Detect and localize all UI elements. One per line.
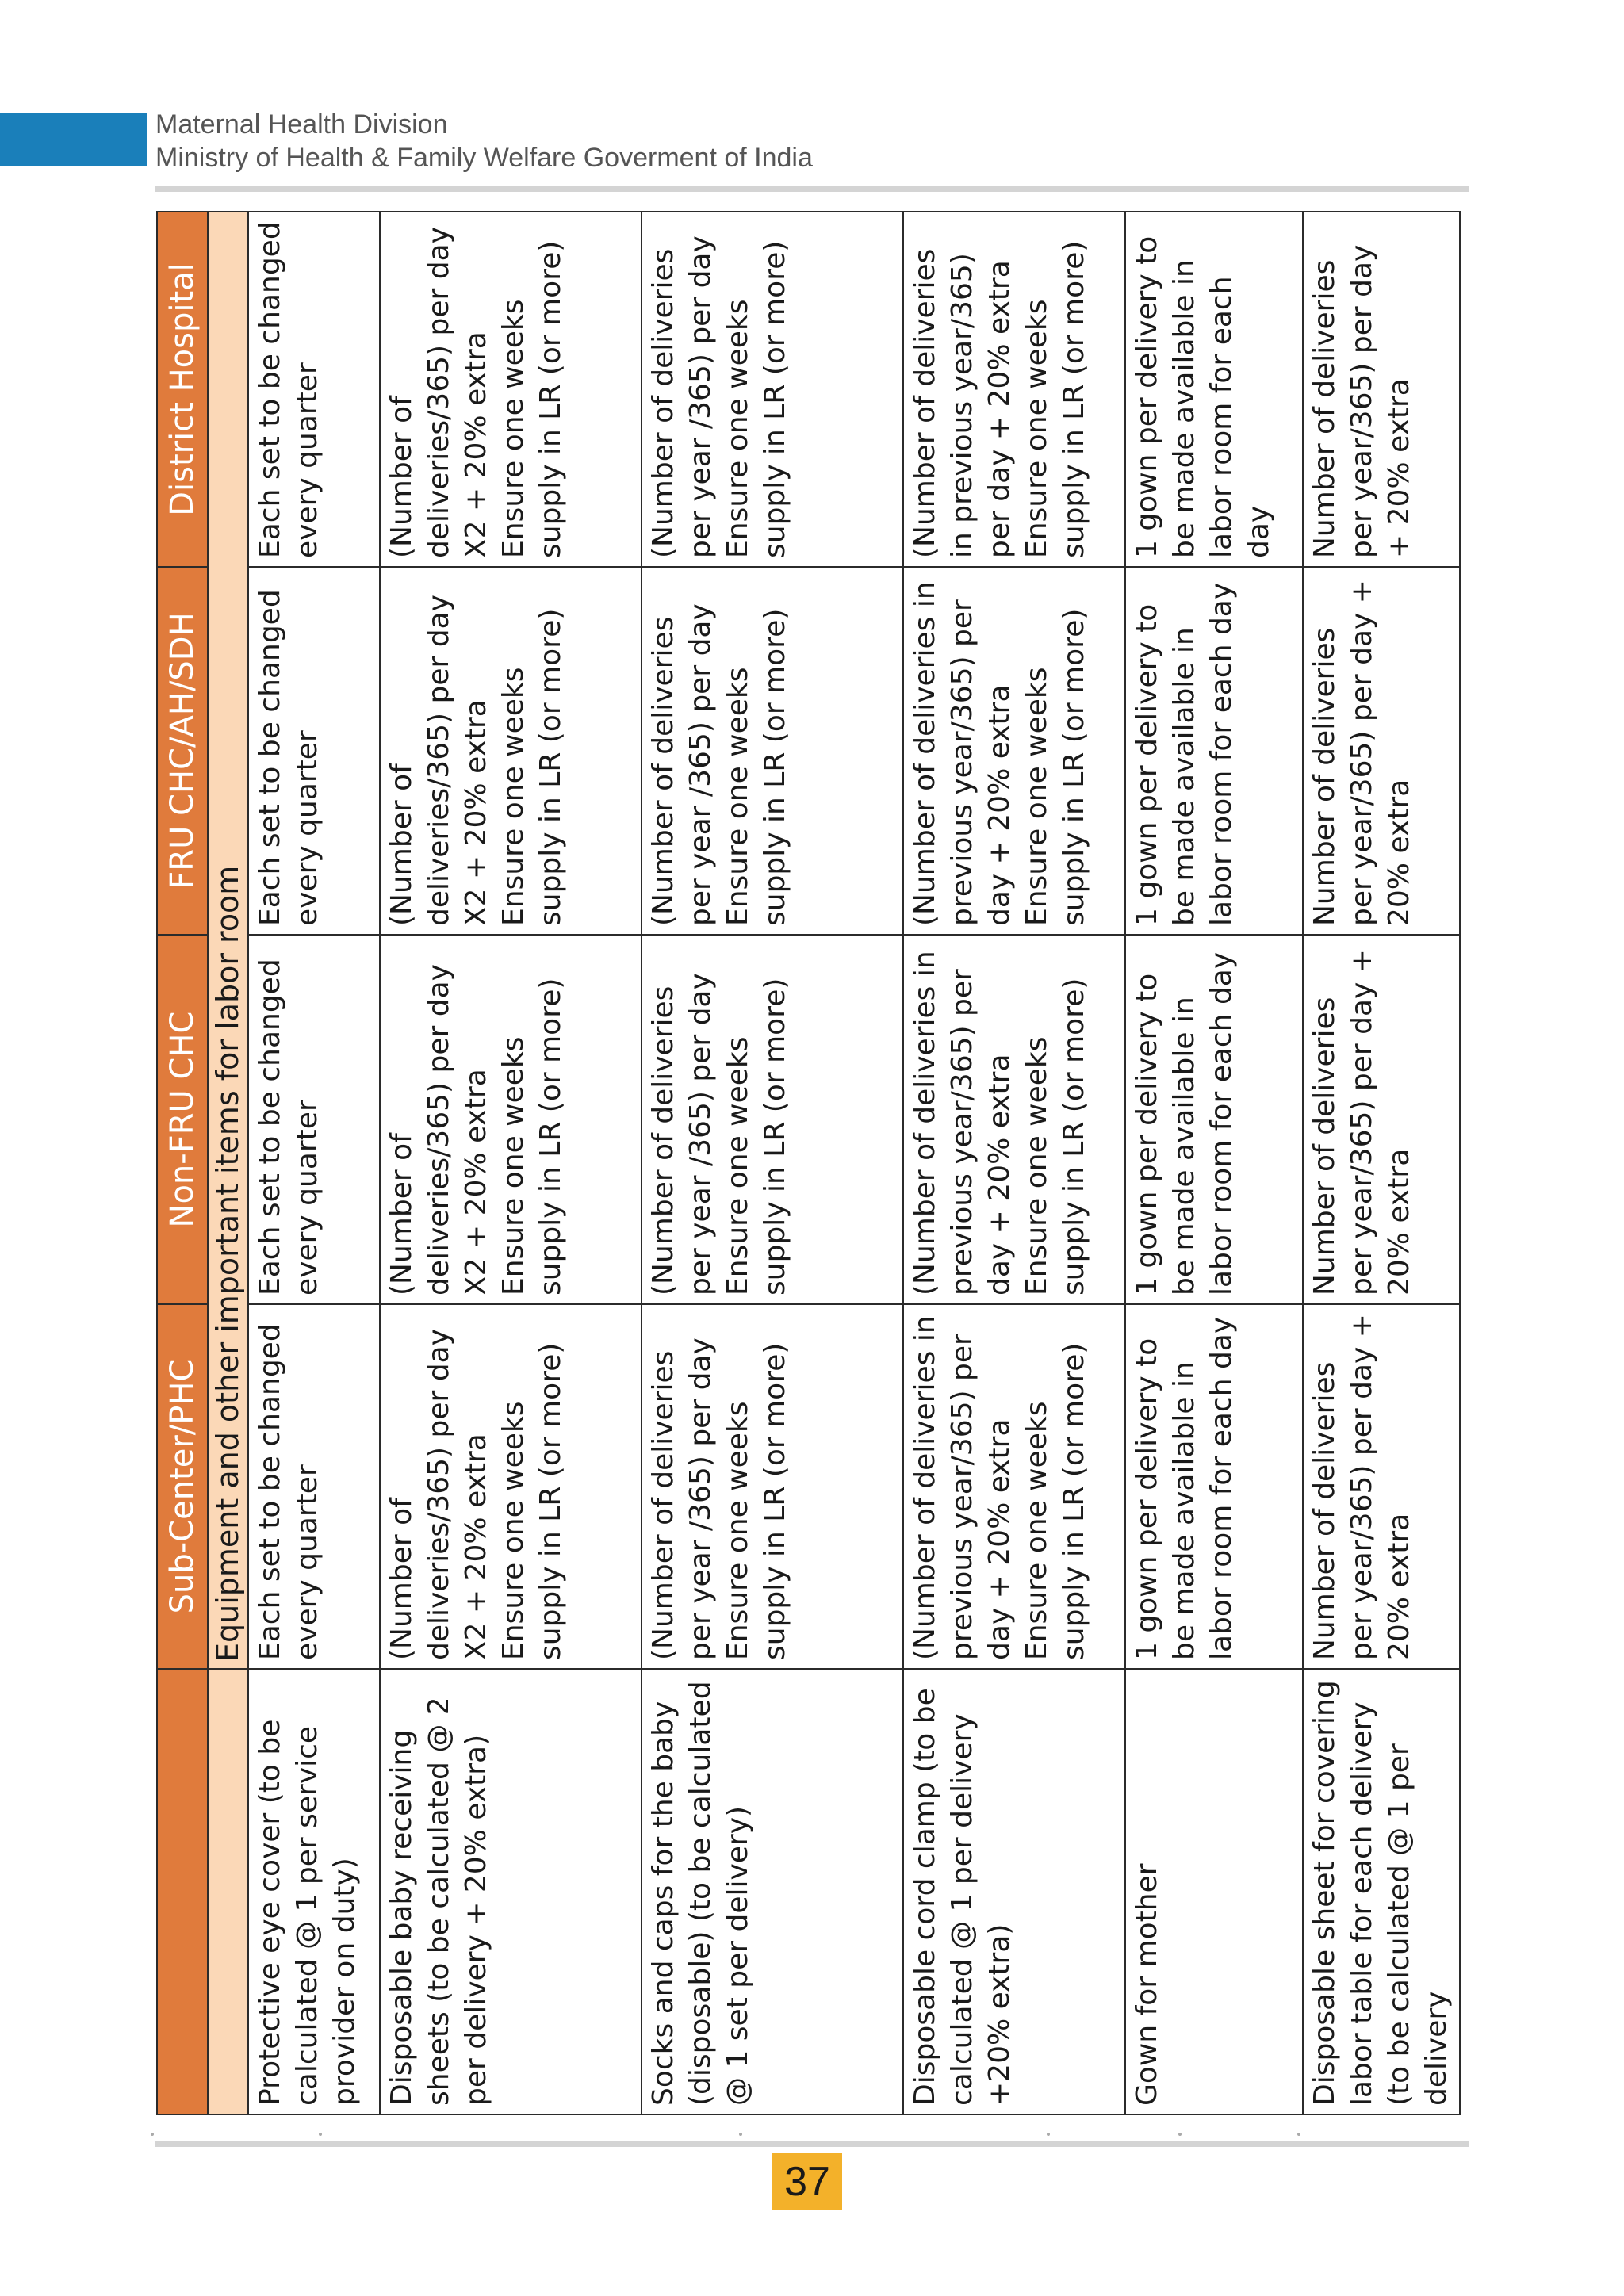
dh-cell <box>642 212 903 567</box>
section-title: Equipment and other important items for labor room <box>208 212 248 1669</box>
cell-text: (Number of deliveries per year /365) per day <box>647 235 718 558</box>
column-header-item <box>157 1669 208 2114</box>
dh-cell <box>1125 212 1303 567</box>
cell-text: Number of deliveries per year/365) per day + 20% extra <box>1308 244 1415 558</box>
dh-cell <box>380 212 642 567</box>
footer-dot <box>1297 2133 1300 2136</box>
column-header-sc-phc: Sub-Center/PHC <box>157 1304 208 1669</box>
cell-text: Ensure one weeks supply in LR (or more) <box>1020 608 1090 926</box>
non-fru-cell <box>903 935 1125 1304</box>
column-header-district-hospital: District Hospital <box>157 212 208 567</box>
item-cell <box>248 1669 380 2114</box>
cell-text: (Number of deliveries/365) per day X2 + 20% extra <box>385 964 492 1295</box>
sc-phc-cell <box>1125 1304 1303 1669</box>
dh-cell <box>903 212 1125 567</box>
section-spacer <box>208 1669 248 2114</box>
cell-text: Ensure one weeks supply in LR (or more) <box>1020 978 1090 1295</box>
cell-text: (Number of deliveries per year /365) per day <box>647 603 718 926</box>
column-header-fru-chc: FRU CHC/AH/SDH <box>157 567 208 935</box>
cell-text: (Number of deliveries in previous year/365) per day + 20% extra <box>909 951 1016 1295</box>
cell-text: Ensure one weeks supply in LR (or more) <box>1020 1342 1090 1660</box>
item-text: Socks and caps for the baby (disposable) (to be calculated @ 1 set per delivery) <box>647 1681 754 2106</box>
cell-text: (Number of deliveries in previous year/365) per day + 20% extra <box>909 581 1016 926</box>
labor-room-items-table <box>156 211 1461 2115</box>
cell-text: Ensure one weeks supply in LR (or more) <box>1020 240 1090 558</box>
sc-phc-cell <box>1303 1304 1459 1669</box>
footer-dot <box>151 2133 154 2136</box>
cell-text: Each set to be changed every quarter <box>254 589 324 926</box>
item-cell <box>380 1669 642 2114</box>
sc-phc-cell <box>380 1304 642 1669</box>
item-text: Disposable cord clamp (to be calculated @ 1 per delivery +20% extra) <box>909 1688 1016 2106</box>
page-number: 37 <box>772 2153 842 2210</box>
cell-text: Each set to be changed every quarter <box>254 1323 324 1660</box>
cell-text: Each set to be changed every quarter <box>254 221 324 558</box>
section-row <box>208 212 248 2114</box>
table-row <box>903 212 1125 2114</box>
cell-text: Ensure one weeks supply in LR (or more) <box>496 978 567 1295</box>
non-fru-cell <box>1303 935 1459 1304</box>
table-header-row <box>157 212 208 2114</box>
item-cell <box>1125 1669 1303 2114</box>
item-text: Disposable baby receiving sheets (to be calculated @ 2 per delivery + 20% extra) <box>385 1697 492 2106</box>
item-cell <box>1303 1669 1459 2114</box>
cell-text: (Number of deliveries in previous year/365) per day + 20% extra <box>909 1315 1016 1660</box>
cell-text: Number of deliveries per year/365) per day + 20% extra <box>1308 580 1415 926</box>
table-row <box>248 212 380 2114</box>
fru-cell <box>1125 567 1303 935</box>
footer-divider <box>155 2141 1469 2147</box>
cell-text: 1 gown per delivery to be made available in labor room for each day <box>1131 235 1275 558</box>
header-divider <box>155 186 1469 192</box>
cell-text: (Number of deliveries/365) per day X2 + 20% extra <box>385 1329 492 1660</box>
footer-dot <box>1178 2133 1182 2136</box>
fru-cell <box>248 567 380 935</box>
dh-cell <box>248 212 380 567</box>
sc-phc-cell <box>642 1304 903 1669</box>
cell-text: Ensure one weeks supply in LR (or more) <box>721 608 791 926</box>
sc-phc-cell <box>248 1304 380 1669</box>
cell-text: (Number of deliveries per year /365) per day <box>647 1337 718 1660</box>
non-fru-cell <box>642 935 903 1304</box>
header-accent-bar <box>0 113 147 166</box>
footer-dot <box>319 2133 322 2136</box>
cell-text: Number of deliveries per year/365) per day + 20% extra <box>1308 1314 1415 1660</box>
table-row <box>380 212 642 2114</box>
dh-cell <box>1303 212 1459 567</box>
cell-text: Ensure one weeks supply in LR (or more) <box>496 240 567 558</box>
cell-text: 1 gown per delivery to be made available in labor room for each day <box>1131 1316 1238 1660</box>
cell-text: (Number of deliveries/365) per day X2 + 20% extra <box>385 595 492 926</box>
header-ministry: Ministry of Health & Family Welfare Goverment of India <box>155 143 813 173</box>
cell-text: 1 gown per delivery to be made available in labor room for each day <box>1131 951 1238 1295</box>
cell-text: Ensure one weeks supply in LR (or more) <box>496 1342 567 1660</box>
cell-text: (Number of deliveries/365) per day X2 + 20% extra <box>385 227 492 558</box>
footer-dot <box>1047 2133 1050 2136</box>
item-text: Protective eye cover (to be calculated @ 1 per service provider on duty) <box>254 1719 361 2106</box>
sc-phc-cell <box>903 1304 1125 1669</box>
header-division: Maternal Health Division <box>155 109 448 140</box>
non-fru-cell <box>380 935 642 1304</box>
column-header-non-fru-chc: Non-FRU CHC <box>157 935 208 1304</box>
cell-text: Each set to be changed every quarter <box>254 959 324 1295</box>
fru-cell <box>380 567 642 935</box>
table-row <box>1303 212 1459 2114</box>
table-row <box>1125 212 1303 2114</box>
item-cell <box>642 1669 903 2114</box>
fru-cell <box>1303 567 1459 935</box>
fru-cell <box>903 567 1125 935</box>
cell-text: (Number of deliveries in previous year/365) per day + 20% extra <box>909 248 1016 558</box>
item-text: Disposable sheet for covering labor table for each delivery (to be calculated @ 1 per delivery <box>1308 1680 1453 2106</box>
item-text: Gown for mother <box>1131 1863 1164 2106</box>
footer-dot <box>739 2133 742 2136</box>
non-fru-cell <box>1125 935 1303 1304</box>
item-cell <box>903 1669 1125 2114</box>
table-row <box>642 212 903 2114</box>
cell-text: (Number of deliveries per year /365) per day <box>647 973 718 1295</box>
fru-cell <box>642 567 903 935</box>
cell-text: Ensure one weeks supply in LR (or more) <box>496 608 567 926</box>
rotated-table-container <box>156 212 1460 2115</box>
cell-text: 1 gown per delivery to be made available in labor room for each day <box>1131 582 1238 926</box>
non-fru-cell <box>248 935 380 1304</box>
cell-text: Ensure one weeks supply in LR (or more) <box>721 1342 791 1660</box>
cell-text: Ensure one weeks supply in LR (or more) <box>721 978 791 1295</box>
cell-text: Ensure one weeks supply in LR (or more) <box>721 240 791 558</box>
cell-text: Number of deliveries per year/365) per day + 20% extra <box>1308 949 1415 1295</box>
